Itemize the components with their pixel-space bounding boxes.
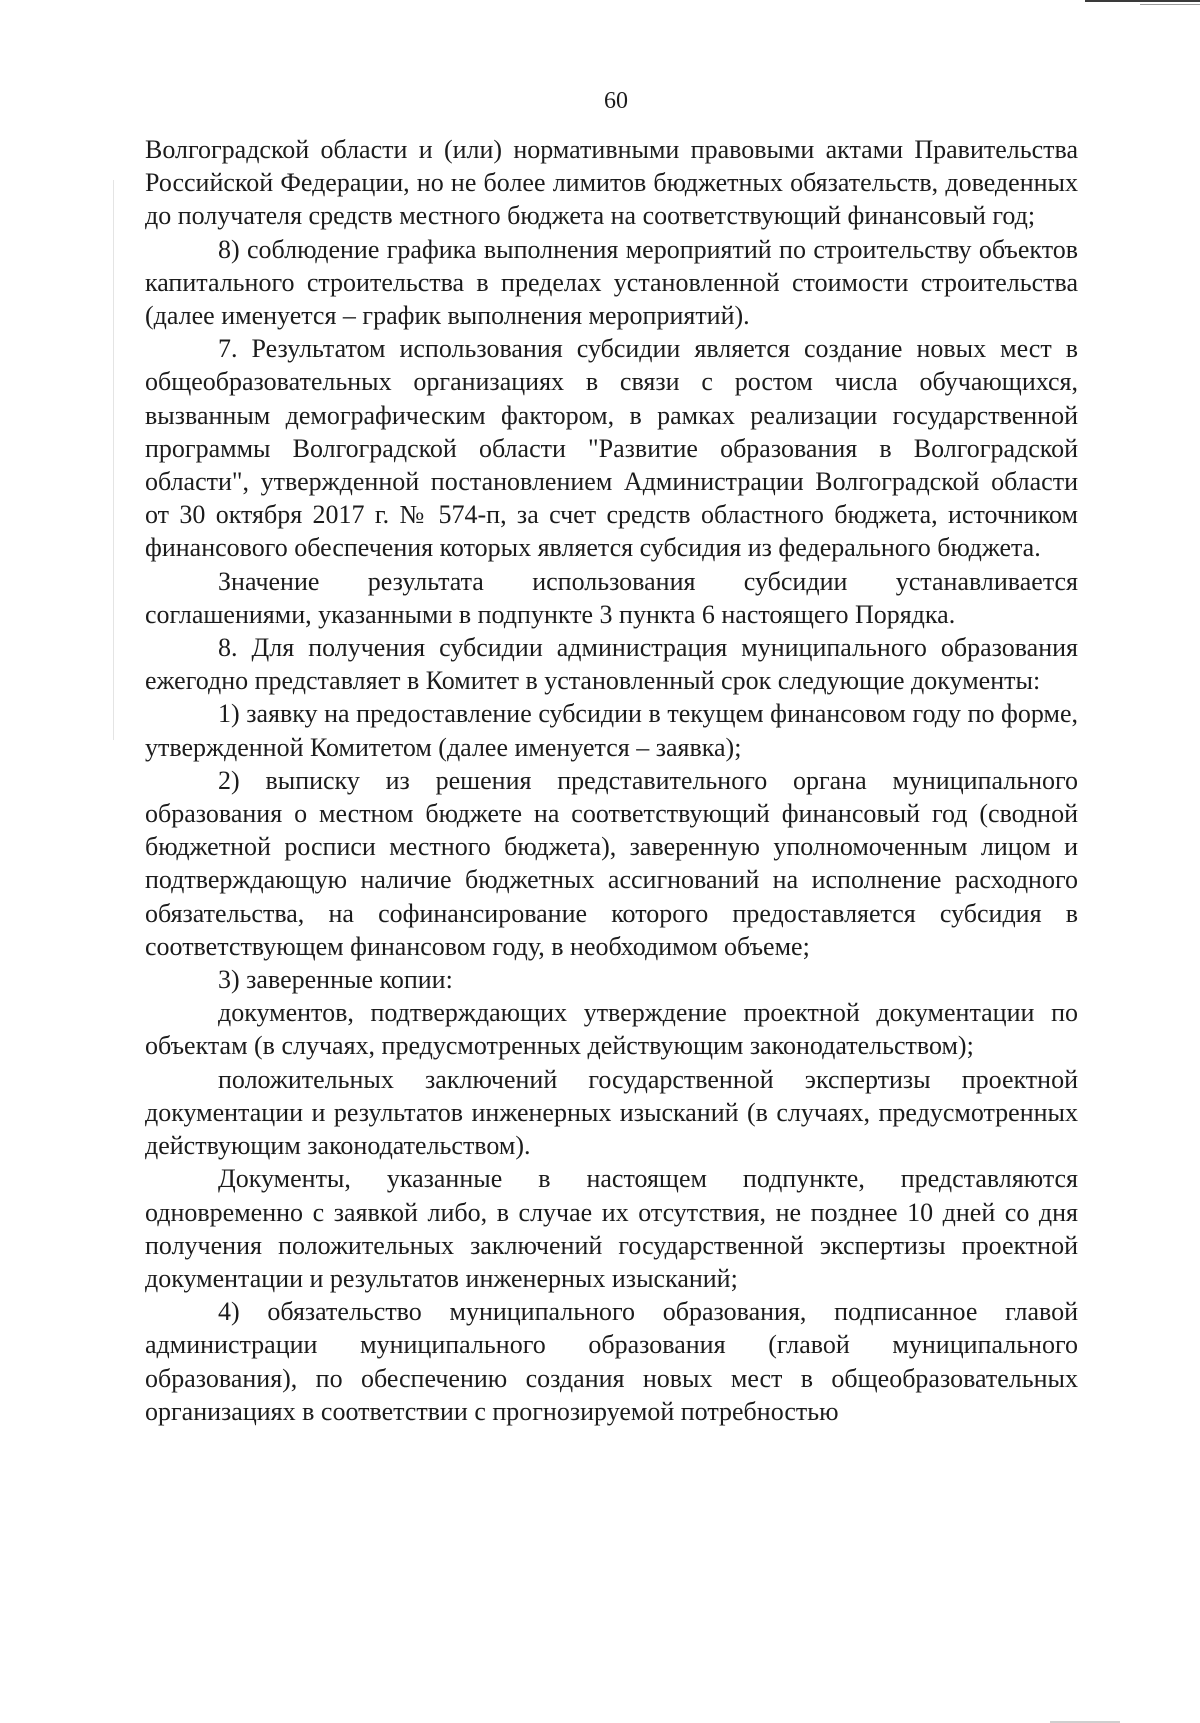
paragraph: Документы, указанные в настоящем подпункте, представляются одновременно с заявкой либо, в случае их отсутствия, не позднее 10 дней со дня получения положительных заключений государственной экспертизы проектной документации и результатов инженерных изысканий; [145, 1164, 1078, 1293]
page-number: 60 [604, 88, 628, 114]
paragraph: 8. Для получения субсидии администрация муниципального образования ежегодно представляет в Комитет в установленный срок следующие документы: [145, 633, 1078, 696]
scan-edge-line [1085, 0, 1200, 2]
paragraph: 4) обязательство муниципального образования, подписанное главой администрации муниципального образования (главой муниципального образования), по обеспечению создания новых мест в общеобразовательных организациях в соответствии с прогнозируемой потребностью [145, 1297, 1078, 1426]
scan-shadow [113, 180, 114, 740]
paragraph: 3) заверенные копии: [218, 965, 453, 995]
paragraph: 8) соблюдение графика выполнения мероприятий по строительству объектов капитального строительства в пределах установленной стоимости строительства (далее именуется – график выполнения мероприятий). [145, 234, 1078, 331]
paragraph: документов, подтверждающих утверждение проектной документации по объектам (в случаях, предусмотренных действующим законодательством); [145, 998, 1078, 1061]
paragraph: 1) заявку на предоставление субсидии в текущем финансовом году по форме, утвержденной Комитетом (далее именуется – заявка); [145, 699, 1078, 762]
scan-edge-line-secondary [1140, 4, 1200, 5]
paragraph: Волгоградской области и (или) нормативными правовыми актами Правительства Российской Федерации, но не более лимитов бюджетных обязательств, доведенных до получателя средств местного бюджета на соответствующий финансовый год; [145, 135, 1078, 231]
paragraph: 7. Результатом использования субсидии является создание новых мест в общеобразовательных организациях в связи с ростом числа обучающихся, вызванным демографическим фактором, в рамках реализации государственной программы Волгоградской области "Развитие образования в Волгоградской области", утвержденной постановлением Администрации Волгоградской области от 30 октября 2017 г. № 574-п, за счет средств областного бюджета, источником финансового обеспечения которых является субсидия из федерального бюджета. [145, 334, 1078, 563]
paragraph: 2) выписку из решения представительного органа муниципального образования о местном бюджете на соответствующий финансовый год (сводной бюджетной росписи местного бюджета), заверенную уполномоченным лицом и подтверждающую наличие бюджетных ассигнований на исполнение расходного обязательства, на софинансирование которого предоставляется субсидия в соответствующем финансовом году, в необходимом объеме; [145, 765, 1078, 961]
paragraph: Значение результата использования субсидии устанавливается соглашениями, указанными в подпункте 3 пункта 6 настоящего Порядка. [145, 566, 1078, 629]
document-body [145, 133, 1078, 1428]
paragraph: положительных заключений государственной экспертизы проектной документации и результатов инженерных изысканий (в случаях, предусмотренных действующим законодательством). [145, 1064, 1078, 1161]
